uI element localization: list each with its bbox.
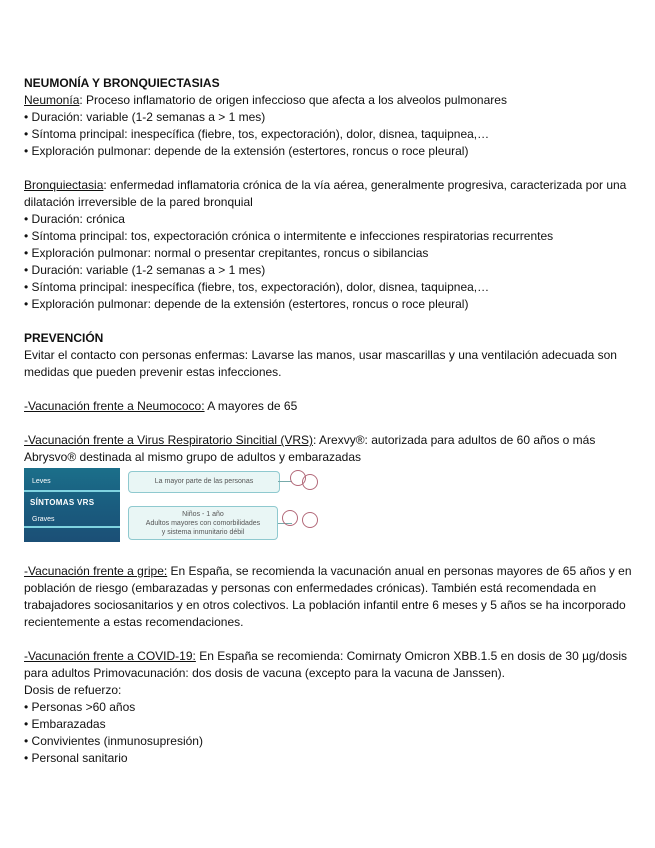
neumococo-text: A mayores de 65 (204, 399, 298, 413)
vrs-paragraph (24, 432, 639, 466)
vrs-box-severe (128, 506, 278, 540)
list-item: • Exploración pulmonar: normal o presentar crepitantes, roncus o sibilancias (24, 246, 429, 260)
neumococo-paragraph (24, 398, 639, 415)
list-item: • Duración: variable (1-2 semanas a > 1 mes) (24, 263, 266, 277)
covid-label: -Vacunación frente a COVID-19: (24, 649, 196, 663)
list-item: • Síntoma principal: inespecífica (fiebre, tos, expectoración), dolor, disnea, taquipnea,… (24, 280, 490, 294)
neumonia-definition (24, 92, 639, 109)
neumonia-def-text: : Proceso inflamatorio de origen infeccioso que afecta a los alveolos pulmonares (79, 93, 507, 107)
list-item: • Embarazadas (24, 717, 106, 731)
gripe-text: En España, se recomienda la vacunación anual en personas mayores de 65 años y en población de riesgo (embarazadas y personas con enfermedades crónicas). También está recomendada en trabajadores sociosanitarios y en otros colectivos. La población infantil entre 6 meses y 5 años se ha incorporado recientemente a estas recomendaciones. (24, 564, 632, 629)
list-item: • Convivientes (inmunosupresión) (24, 734, 203, 748)
vrs-divider (24, 526, 120, 528)
child-icon (282, 510, 298, 526)
vrs-graves-label: Graves (32, 516, 55, 523)
covid-paragraph (24, 648, 639, 682)
people-icon (302, 474, 318, 490)
neumonia-term: Neumonía (24, 93, 80, 107)
vrs-divider (24, 490, 120, 492)
bronquiectasia-term: Bronquiectasia (24, 178, 104, 192)
vrs-box-severe-line: Adultos mayores con comorbilidades (145, 520, 261, 527)
gripe-label: -Vacunación frente a gripe: (24, 564, 168, 578)
vrs-symptoms-figure (24, 468, 314, 542)
gripe-paragraph (24, 563, 639, 631)
section-title-prevencion: PREVENCIÓN (24, 331, 104, 345)
list-item: • Personas >60 años (24, 700, 136, 714)
vrs-leves-label: Leves (32, 478, 51, 485)
vrs-box-severe-line: y sistema inmunitario débil (161, 529, 245, 536)
list-item: • Exploración pulmonar: depende de la extensión (estertores, roncus o roce pleural) (24, 144, 469, 158)
bronquiectasia-definition (24, 177, 639, 211)
section-title-neumonia: NEUMONÍA Y BRONQUIECTASIAS (24, 76, 220, 90)
list-item: • Duración: crónica (24, 212, 125, 226)
document-page (24, 75, 639, 767)
vrs-box-severe-line: Niños - 1 año (182, 511, 224, 518)
refuerzo-title: Dosis de refuerzo: (24, 683, 122, 697)
covid-text: En España se recomienda: Comirnaty Omicron XBB.1.5 en dosis de 30 µg/dosis para adultos Primovacunación: dos dosis de vacuna (excepto para la vacuna de Janssen). (24, 649, 628, 680)
neumococo-label: -Vacunación frente a Neumococo: (24, 399, 205, 413)
prevencion-intro: Evitar el contacto con personas enfermas: Lavarse las manos, usar mascarillas y una ventilación adecuada son medidas que pueden prevenir estas infecciones. (24, 348, 617, 379)
vrs-text: : Arexvy®: autorizada para adultos de 60 años o más Abrysvo® destinada al mismo grupo de adultos y embarazadas (24, 433, 596, 464)
list-item: • Síntoma principal: inespecífica (fiebre, tos, expectoración), dolor, disnea, taquipnea,… (24, 127, 490, 141)
bronquiectasia-def-text: : enfermedad inflamatoria crónica de la vía aérea, generalmente progresiva, caracterizada por una dilatación irreversible de la pared bronquial (24, 178, 627, 209)
list-item: • Síntoma principal: tos, expectoración crónica o intermitente e infecciones respiratorias recurrentes (24, 229, 554, 243)
vrs-label: -Vacunación frente a Virus Respiratorio Sincitial (VRS) (24, 433, 314, 447)
list-item: • Exploración pulmonar: depende de la extensión (estertores, roncus o roce pleural) (24, 297, 469, 311)
list-item: • Personal sanitario (24, 751, 128, 765)
elderly-icon (302, 512, 318, 528)
vrs-box-mild: La mayor parte de las personas (128, 471, 280, 493)
vrs-figure-title: SÍNTOMAS VRS (30, 498, 95, 507)
list-item: • Duración: variable (1-2 semanas a > 1 mes) (24, 110, 266, 124)
